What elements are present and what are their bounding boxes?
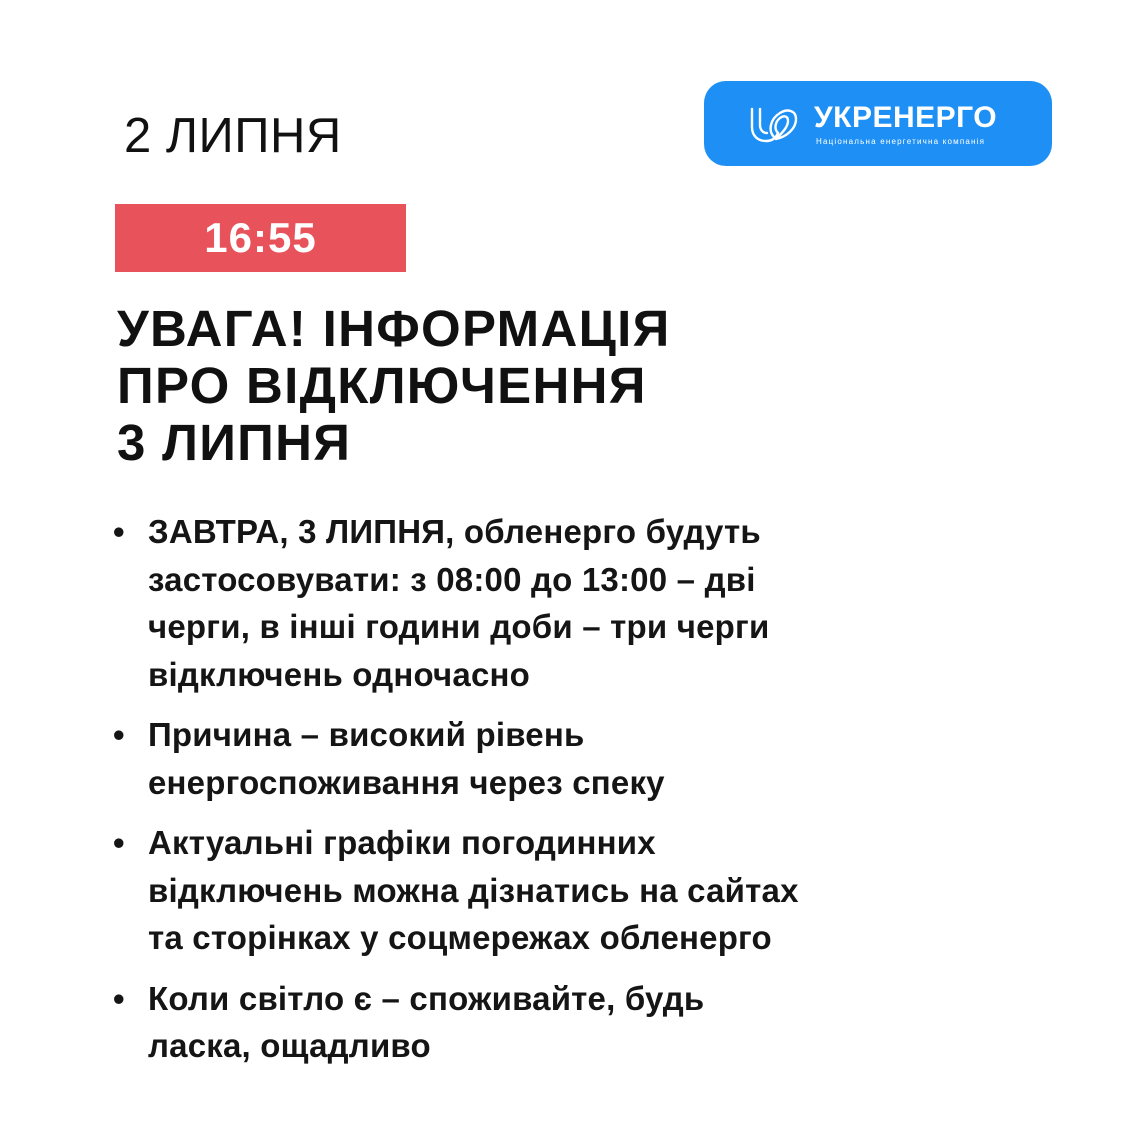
bullet-line: черги, в інші години доби – три черги	[148, 608, 770, 645]
bullet-line: відключень одночасно	[148, 655, 531, 693]
headline-line: 3 ЛИПНЯ	[117, 414, 352, 471]
bullet-line: ласка, ощадливо	[148, 1027, 431, 1064]
bullet-line: Коли світло є – споживайте, будь	[148, 979, 705, 1017]
bullet-text	[148, 711, 910, 806]
bullet-line: відключень можна дізнатись на сайтах	[148, 871, 799, 909]
list-item	[110, 975, 910, 1070]
bullet-line: та сторінках у соцмережах обленерго	[148, 919, 772, 956]
brand-logo-card	[704, 81, 1052, 166]
time-badge: 16:55	[115, 204, 406, 272]
bullet-line: ЗАВТРА, 3 ЛИПНЯ, обленерго будуть	[148, 513, 761, 550]
bullet-marker: •	[113, 979, 125, 1017]
headline	[117, 300, 1017, 471]
bullet-line: застосовувати: з 08:00 до 13:00 – дві	[148, 560, 756, 598]
headline-line: ПРО ВІДКЛЮЧЕННЯ	[117, 357, 647, 414]
bullet-line: Актуальні графіки погодинних	[148, 824, 656, 861]
brand-tagline: Національна енергетична компанія	[816, 137, 986, 146]
bullet-text	[148, 975, 910, 1070]
bullet-text	[148, 508, 910, 698]
brand-name: УКРЕНЕРГО	[814, 101, 998, 134]
bullet-line: Причина – високий рівень	[148, 716, 585, 753]
bullet-marker: •	[113, 824, 125, 861]
date-heading: 2 ЛИПНЯ	[124, 109, 342, 163]
ukrenergo-logo-icon	[748, 103, 802, 145]
bullet-line: енергоспоживання через спеку	[148, 763, 665, 801]
list-item	[110, 819, 910, 962]
bullet-marker: •	[113, 513, 125, 550]
bullet-text	[148, 819, 910, 962]
list-item	[110, 711, 910, 806]
list-item	[110, 508, 910, 698]
info-bullet-list	[110, 508, 910, 1083]
bullet-marker: •	[113, 716, 125, 753]
headline-line: УВАГА! ІНФОРМАЦІЯ	[117, 300, 671, 357]
